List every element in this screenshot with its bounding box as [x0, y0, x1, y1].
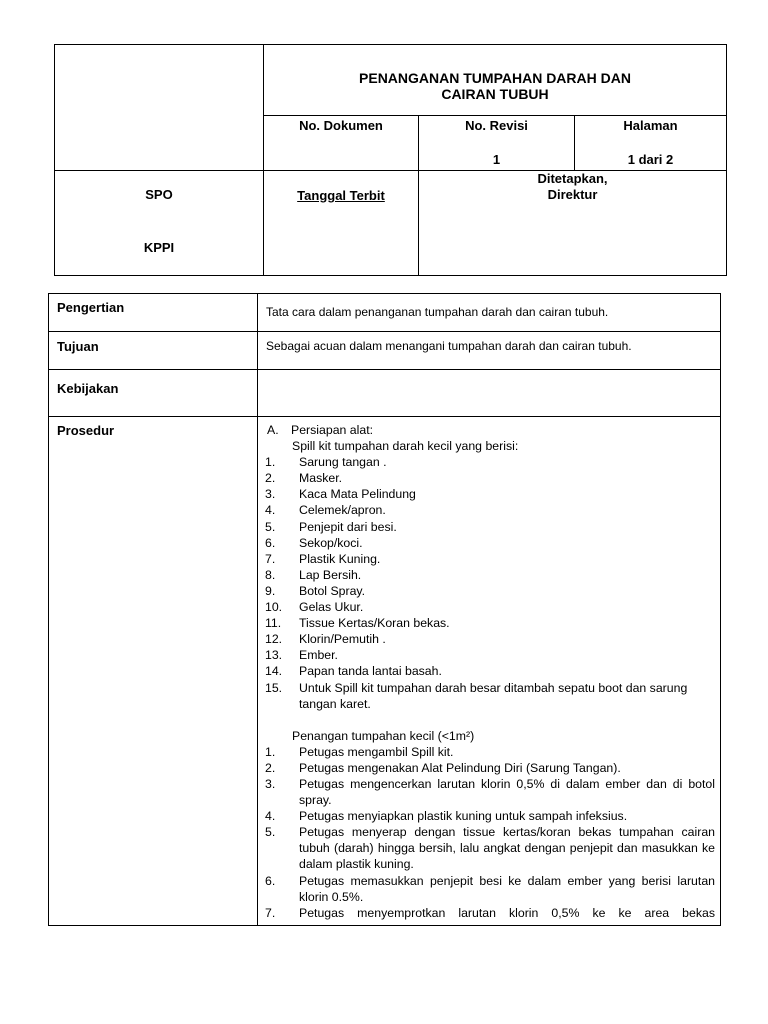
list-number: 2.: [265, 760, 276, 775]
list-number: 10.: [265, 600, 283, 615]
list-text: Tissue Kertas/Koran bekas.: [299, 616, 450, 631]
title-line-1: PENANGANAN TUMPAHAN DARAH DAN: [359, 70, 631, 86]
column-divider: [257, 294, 258, 925]
page-value: 1 dari 2: [627, 152, 674, 167]
list-text: Petugas mengenakan Alat Pelindung Diri (Sarung Tangan).: [299, 760, 621, 775]
spacer: [259, 712, 715, 728]
list-text: Untuk Spill kit tumpahan darah besar ditambah sepatu boot dan sarung tangan karet.: [299, 680, 688, 711]
list-text: Kaca Mata Pelindung: [299, 487, 416, 502]
list-item: [259, 824, 715, 872]
tujuan-label: Tujuan: [57, 339, 99, 354]
steps-list: [259, 744, 715, 921]
kppi-label: KPPI: [143, 240, 175, 255]
list-number: 3.: [265, 487, 276, 502]
list-number: 5.: [265, 825, 276, 840]
prosedur-label: Prosedur: [57, 423, 115, 438]
list-text: Penjepit dari besi.: [299, 519, 397, 534]
list-item: [259, 470, 715, 486]
list-number: 15.: [265, 680, 283, 695]
list-text: Plastik Kuning.: [299, 551, 381, 566]
revision-label: No. Revisi: [465, 118, 528, 133]
list-number: 6.: [265, 535, 276, 550]
spo-label: SPO: [145, 187, 173, 202]
list-number: 4.: [265, 503, 276, 518]
tools-list: [259, 454, 715, 712]
list-number: 5.: [265, 519, 276, 534]
list-item: [259, 663, 715, 679]
section-a-heading: [267, 422, 715, 438]
list-number: 1.: [265, 455, 276, 470]
issue-date-label: Tanggal Terbit: [297, 188, 385, 203]
list-item: [259, 873, 715, 905]
list-item: [259, 905, 715, 921]
list-item: [259, 631, 715, 647]
title-line-2: CAIRAN TUBUH: [441, 86, 549, 102]
list-item: [259, 567, 715, 583]
revision-value: 1: [492, 152, 501, 167]
list-item: [259, 583, 715, 599]
page-label: Halaman: [623, 118, 678, 133]
row-divider: [49, 369, 720, 370]
list-text: Petugas menyiapkan plastik kuning untuk sampah infeksius.: [299, 809, 628, 824]
approval-block: [419, 171, 726, 203]
list-text: Celemek/apron.: [299, 503, 386, 518]
section-a-title: Persiapan alat:: [291, 423, 374, 437]
list-number: 7.: [265, 905, 276, 920]
procedure-content: [259, 422, 715, 921]
list-text: Petugas mengambil Spill kit.: [299, 744, 454, 759]
list-item: [259, 551, 715, 567]
list-item: [259, 647, 715, 663]
row-divider: [49, 416, 720, 417]
list-number: 14.: [265, 664, 283, 679]
spill-kit-intro: Spill kit tumpahan darah kecil yang berisi:: [292, 439, 519, 454]
list-item: [259, 615, 715, 631]
list-item: [259, 502, 715, 518]
list-item: [259, 599, 715, 615]
list-number: 7.: [265, 551, 276, 566]
list-item: [259, 760, 715, 776]
content-table: [48, 293, 721, 926]
small-spill-title: Penangan tumpahan kecil (<1m²): [292, 728, 475, 743]
list-text: Petugas memasukkan penjepit besi ke dalam ember yang berisi larutan klorin 0.5%.: [299, 873, 715, 904]
kebijakan-label: Kebijakan: [57, 381, 119, 396]
list-item: [259, 776, 715, 808]
list-number: 4.: [265, 809, 276, 824]
header-table: [54, 44, 727, 276]
list-number: 8.: [265, 567, 276, 582]
row-divider: [49, 331, 720, 332]
section-a-letter: A.: [267, 423, 279, 437]
approval-line-1: Ditetapkan,: [537, 171, 608, 186]
doc-number-label: No. Dokumen: [299, 118, 383, 133]
list-text: Masker.: [299, 471, 343, 486]
pengertian-value: Tata cara dalam penanganan tumpahan darah dan cairan tubuh.: [266, 305, 609, 319]
pengertian-label: Pengertian: [57, 300, 125, 315]
header-divider: [263, 115, 726, 116]
approval-line-2: Direktur: [547, 187, 598, 202]
list-item: [259, 535, 715, 551]
list-text: Ember.: [299, 648, 338, 663]
tujuan-value: Sebagai acuan dalam menangani tumpahan darah dan cairan tubuh.: [266, 339, 632, 353]
list-number: 1.: [265, 744, 276, 759]
list-text: Petugas mengencerkan larutan klorin 0,5% di dalam ember dan di botol spray.: [299, 776, 715, 808]
list-item: [259, 808, 715, 824]
list-number: 6.: [265, 873, 276, 888]
list-text: Petugas menyemprotkan larutan klorin 0,5% ke ke area bekas: [299, 905, 715, 920]
list-number: 12.: [265, 632, 283, 647]
list-item: [259, 454, 715, 470]
list-item: [259, 519, 715, 535]
list-item: [259, 680, 715, 712]
list-number: 11.: [265, 616, 282, 631]
list-text: Petugas menyerap dengan tissue kertas/koran bekas tumpahan cairan tubuh (darah) hingga bersih, lalu angkat dengan penjepit dan masukkan ke dalam plastik kuning.: [299, 825, 715, 872]
list-number: 13.: [265, 648, 283, 663]
list-text: Botol Spray.: [299, 583, 366, 598]
list-number: 9.: [265, 583, 276, 598]
list-text: Sarung tangan .: [299, 455, 387, 470]
list-text: Sekop/koci.: [299, 535, 363, 550]
document-title: [264, 70, 726, 102]
list-number: 2.: [265, 471, 276, 486]
list-text: Gelas Ukur.: [299, 600, 364, 615]
list-item: [259, 744, 715, 760]
list-text: Lap Bersih.: [299, 567, 362, 582]
list-item: [259, 486, 715, 502]
list-text: Papan tanda lantai basah.: [299, 664, 442, 679]
list-number: 3.: [265, 776, 276, 791]
list-text: Klorin/Pemutih .: [299, 632, 386, 647]
